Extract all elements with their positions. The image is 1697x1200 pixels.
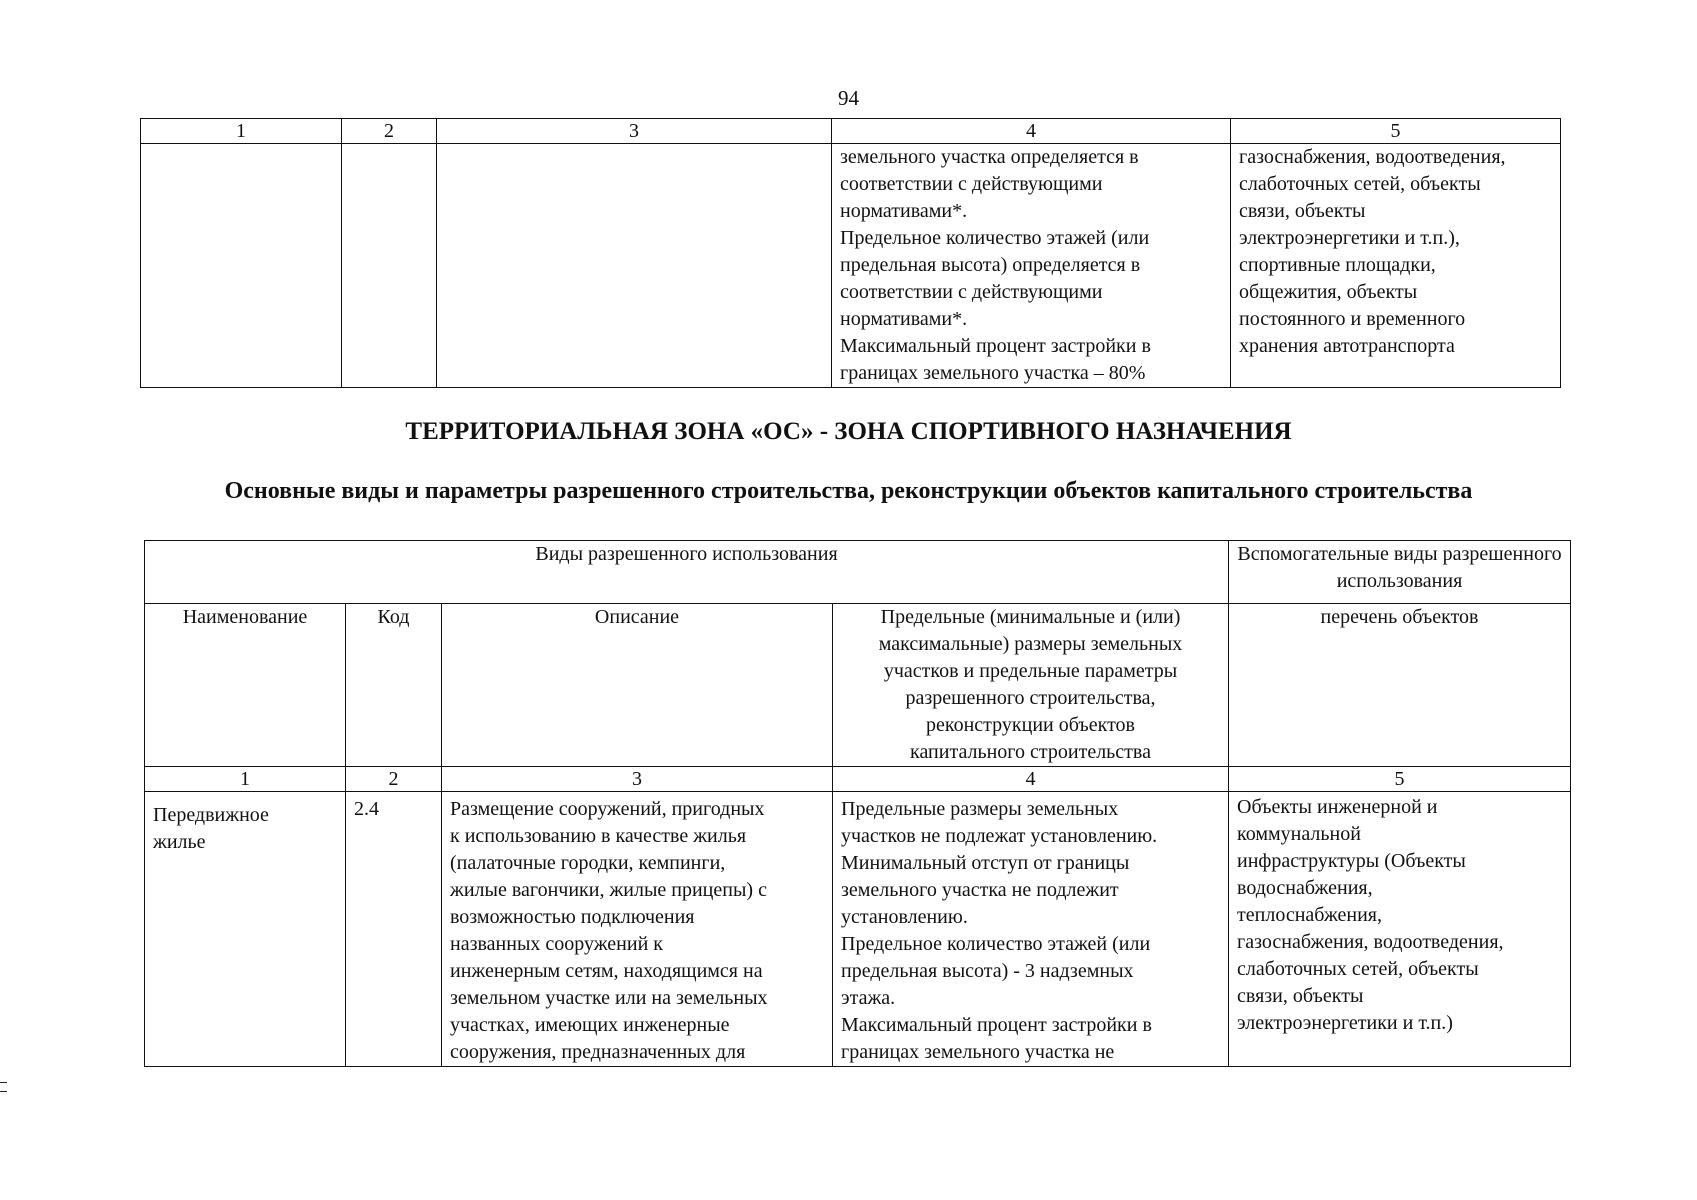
column-number: 4 xyxy=(833,767,1229,792)
text-line: связи, объекты xyxy=(1237,985,1364,1007)
cell-description xyxy=(442,792,833,1067)
table-row xyxy=(141,144,1561,388)
header-objects: перечень объектов xyxy=(1229,604,1571,767)
text-line: газоснабжения, водоотведения, xyxy=(1239,146,1506,168)
text-line: нормативами*. xyxy=(840,200,968,222)
text-line: связи, объекты xyxy=(1239,200,1366,222)
text-line: общежития, объекты xyxy=(1239,281,1418,303)
page-number: 94 xyxy=(838,86,859,110)
text-line: Размещение сооружений, пригодных xyxy=(450,798,765,820)
continuation-table xyxy=(140,118,1561,388)
scan-edge-mark xyxy=(0,1082,7,1092)
text-line: сооружения, предназначенных для xyxy=(450,1041,746,1063)
text-line: Предельные размеры земельных xyxy=(841,798,1119,820)
column-number: 5 xyxy=(1229,767,1571,792)
column-number: 3 xyxy=(442,767,833,792)
group-header-row xyxy=(145,541,1571,604)
text-line: электроэнергетики и т.п.) xyxy=(1237,1012,1453,1034)
text-line: Предельное количество этажей (или xyxy=(840,227,1150,249)
text-line: хранения автотранспорта xyxy=(1239,335,1455,357)
text-line: соответствии с действующими xyxy=(840,173,1103,195)
cell-code xyxy=(342,144,437,388)
text-line: Предельное количество этажей (или xyxy=(841,933,1151,955)
cell-code: 2.4 xyxy=(346,792,442,1067)
text-line: возможностью подключения xyxy=(450,906,695,928)
cell-objects xyxy=(1229,792,1571,1067)
text-line: слаботочных сетей, объекты xyxy=(1239,173,1481,195)
text-line: установлению. xyxy=(841,906,968,928)
text-line: инженерным сетям, находящимся на xyxy=(450,960,763,982)
header-name: Наименование xyxy=(145,604,346,767)
column-number: 2 xyxy=(346,767,442,792)
group-header-main: Виды разрешенного использования xyxy=(145,541,1229,604)
table-row xyxy=(145,792,1571,1067)
text-line: границах земельного участка не xyxy=(841,1041,1115,1063)
cell-limits xyxy=(833,792,1229,1067)
text-line: водоснабжения, xyxy=(1237,877,1373,899)
text-line: коммунальной xyxy=(1237,823,1361,845)
cell-name xyxy=(145,792,346,1067)
text-line: Предельные (минимальные и (или) xyxy=(880,606,1181,628)
text-line: предельная высота) - 3 надземных xyxy=(841,960,1134,982)
text-line: участков и предельные параметры xyxy=(883,660,1178,682)
text-line: теплоснабжения, xyxy=(1237,904,1382,926)
text-line: Объекты инженерной и xyxy=(1237,796,1438,818)
text-line: границах земельного участка – 80% xyxy=(840,362,1146,384)
text-line: нормативами*. xyxy=(840,308,968,330)
cell-limits xyxy=(832,144,1231,388)
text-line: участках, имеющих инженерные xyxy=(450,1014,730,1036)
column-number: 1 xyxy=(141,119,342,144)
text-line: спортивные площадки, xyxy=(1239,254,1436,276)
section-title: Основные виды и параметры разрешенного строительства, реконструкции объектов капитального строительства xyxy=(224,478,1473,504)
text-line: соответствии с действующими xyxy=(840,281,1103,303)
cell-description xyxy=(437,144,832,388)
zone-title: ТЕРРИТОРИАЛЬНАЯ ЗОНА «ОС» - ЗОНА СПОРТИВНОГО НАЗНАЧЕНИЯ xyxy=(405,418,1292,445)
text-line: постоянного и временного xyxy=(1239,308,1466,330)
text-line: земельного участка определяется в xyxy=(840,146,1139,168)
text-line: предельная высота) определяется в xyxy=(840,254,1141,276)
text-line: этажа. xyxy=(841,987,896,1009)
text-line: земельном участке или на земельных xyxy=(450,987,768,1009)
cell-objects xyxy=(1231,144,1561,388)
group-header-aux: Вспомогательные виды разрешенного использования xyxy=(1229,541,1571,604)
text-line: жилые вагончики, жилые прицепы) с xyxy=(450,879,767,901)
column-number-row xyxy=(141,119,1561,144)
header-code: Код xyxy=(346,604,442,767)
text-line: Максимальный процент застройки в xyxy=(841,1014,1152,1036)
text-line: разрешенного строительства, xyxy=(905,687,1156,709)
text-line: к использованию в качестве жилья xyxy=(450,825,747,847)
text-line: (палаточные городки, кемпинги, xyxy=(450,852,726,874)
text-line: газоснабжения, водоотведения, xyxy=(1237,931,1504,953)
permitted-use-table xyxy=(144,540,1571,1067)
text-line: Минимальный отступ от границы xyxy=(841,852,1130,874)
column-number: 5 xyxy=(1231,119,1561,144)
header-limits xyxy=(833,604,1229,767)
text-line: Максимальный процент застройки в xyxy=(840,335,1151,357)
column-number: 1 xyxy=(145,767,346,792)
text-line: максимальные) размеры земельных xyxy=(878,633,1183,655)
text-line: инфраструктуры (Объекты xyxy=(1237,850,1466,872)
header-description: Описание xyxy=(442,604,833,767)
cell-name xyxy=(141,144,342,388)
column-number: 4 xyxy=(832,119,1231,144)
text-line: слаботочных сетей, объекты xyxy=(1237,958,1479,980)
text-line: капитального строительства xyxy=(910,741,1151,763)
text-line: жилье xyxy=(153,831,206,853)
column-number: 2 xyxy=(342,119,437,144)
text-line: Передвижное xyxy=(153,804,269,826)
text-line: электроэнергетики и т.п.), xyxy=(1239,227,1460,249)
column-header-row xyxy=(145,604,1571,767)
column-number: 3 xyxy=(437,119,832,144)
text-line: названных сооружений к xyxy=(450,933,663,955)
column-number-row xyxy=(145,767,1571,792)
text-line: реконструкции объектов xyxy=(926,714,1135,736)
text-line: участков не подлежат установлению. xyxy=(841,825,1158,847)
text-line: земельного участка не подлежит xyxy=(841,879,1119,901)
